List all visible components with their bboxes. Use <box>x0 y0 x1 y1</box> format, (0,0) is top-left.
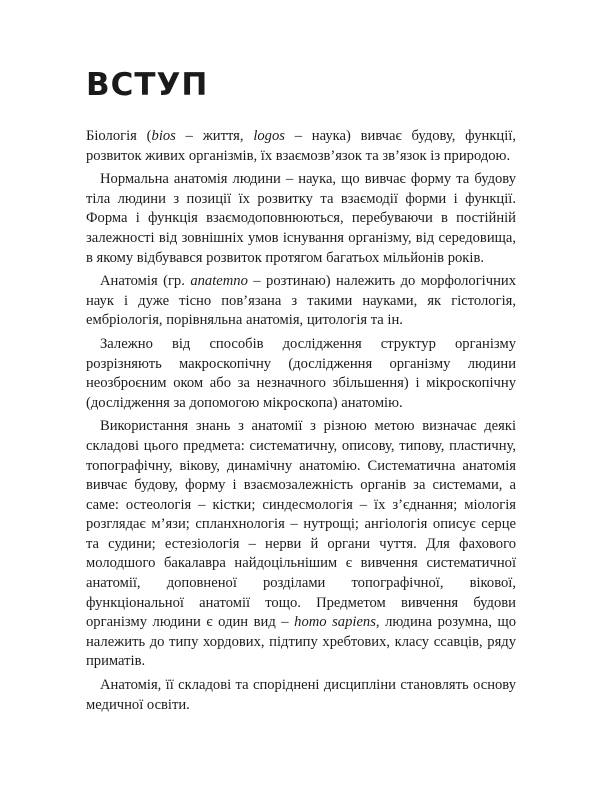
text-run: , людина розумна, що належить до типу хордових, підтипу хребтових, класу ссавців, ряду приматів. <box>86 614 516 670</box>
italic-term: bios <box>151 128 176 144</box>
paragraph <box>86 272 516 331</box>
text-run: – розтинаю) належить до морфологічних наук і дуже тісно пов’язана з такими науками, як гістологія, ембріологія, порівняльна анатомія, цитологія та ін. <box>86 273 516 329</box>
text-run: Анатомія, її складові та споріднені дисципліни становлять основу медичної освіти. <box>86 677 516 713</box>
text-run: – життя, <box>175 128 254 144</box>
italic-term: anatemno <box>190 273 248 290</box>
paragraph <box>86 127 516 166</box>
chapter-title: ВСТУП <box>86 67 209 103</box>
text-run: Біологія ( <box>86 128 152 144</box>
paragraph <box>86 170 516 268</box>
italic-term: homo sapiens <box>294 614 376 631</box>
body-text <box>86 127 516 715</box>
paragraph <box>86 417 516 672</box>
text-run: Нормальна анатомія людини – наука, що вивчає форму та будову тіла людини з позиції їх розвитку та взаємодії форми і функції. Форма і функція взаємодоповнюються, перебуваючи в постійній залежності від зовнішніх умов існування організму, від середовища, в якому відбувався розвиток протягом багатьох мільйонів років. <box>86 171 516 266</box>
text-run: Анатомія (гр. <box>100 273 191 290</box>
text-run: – наука) вивчає будову, функції, розвиток живих організмів, їх взаємозв’язок та зв’язок із природою. <box>86 128 517 164</box>
paragraph <box>86 335 516 413</box>
paragraph <box>86 676 516 715</box>
text-run: Залежно від способів дослідження структур організму розрізняють макроскопічну (дослідження організму людини неозброєним оком або за незначного збільшення) і мікроскопічну (дослідження за допомогою мікроскопа) анатомію. <box>86 335 516 411</box>
text-run: Використання знань з анатомії з різною метою визначає деякі складові цього предмета: систематичну, описову, типову, пластичну, топографічну, вікову, динамічну анатомію. Систематична анатомія вивчає будову, форму і взаємозалежність органів за системами, а саме: остеологія – кістки; синдесмологія – їх з’єднання; міологія розглядає м’язи; спланхнологія – нутрощі; ангіологія описує серце та судини; естезіологія – нерви й органи чуття. Для фахового молодшого бакалавра найдоцільнішим є вивчення систематичної анатомії, доповненої розділами топографічної, вікової, функціональної анатомії тощо. Предметом вивчення будови організму людини є один вид – <box>86 418 516 631</box>
italic-term: logos <box>253 128 285 144</box>
